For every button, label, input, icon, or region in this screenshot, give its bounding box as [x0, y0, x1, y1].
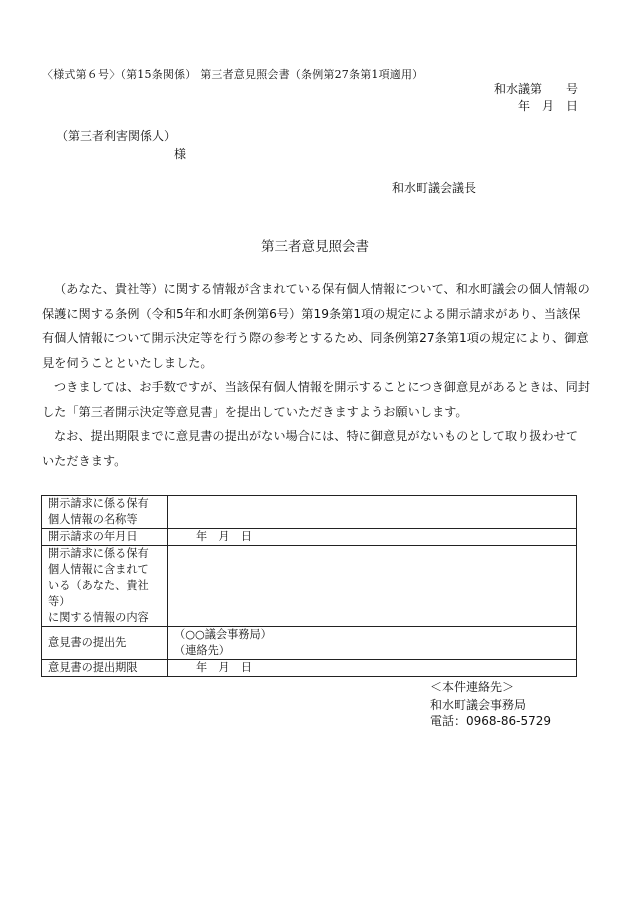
document-number: 和水議第 号 — [493, 82, 578, 96]
document-title: 第三者意見照会書 — [261, 239, 369, 255]
row-value: 年 月 日 — [168, 529, 577, 546]
row-label: 開示請求の年月日 — [42, 529, 168, 546]
row-value: 年 月 日 — [168, 660, 577, 677]
contact-heading: ＜本件連絡先＞ — [430, 680, 515, 694]
body-paragraph-2: つきましては、お手数ですが、当該保有個人情報を開示することにつき御意見があるときは、同封した「第三者開示決定等意見書」を提出していただきますようお願いします。 — [42, 380, 591, 419]
row-label: 開示請求に係る保有 個人情報の名称等 — [42, 496, 168, 529]
addressee-honorific: 様 — [174, 147, 187, 161]
table-row — [42, 546, 577, 627]
info-table — [41, 495, 577, 677]
table-row — [42, 627, 577, 660]
sender-name: 和水町議会議長 — [392, 181, 477, 195]
contact-office: 和水町議会事務局 — [430, 698, 527, 712]
table-row — [42, 529, 577, 546]
body-paragraph-3: なお、提出期限までに意見書の提出がない場合には、特に御意見がないものとして取り扱わせていただきます。 — [42, 429, 579, 468]
addressee-label: （第三者利害関係人） — [56, 129, 177, 143]
body-paragraph-1: （あなた、貴社等）に関する情報が含まれている保有個人情報について、和水町議会の個人情報の保護に関する条例（令和5年和水町条例第6号）第19条第1項の規定による開示請求があり、当該保有個人情報について開示決定等を行う際の参考とするため、同条例第27条第1項の規定により、御意見を伺うことといたしました。 — [42, 282, 590, 370]
row-label: 意見書の提出先 — [42, 627, 168, 660]
table-row — [42, 496, 577, 529]
row-label: 開示請求に係る保有 個人情報に含まれて いる（あなた、貴社等） に関する情報の内容 — [42, 546, 168, 627]
row-label: 意見書の提出期限 — [42, 660, 168, 677]
table-row — [42, 660, 577, 677]
contact-phone: 電話：0968-86-5729 — [430, 714, 552, 728]
form-label: 〈様式第６号〉（第15条関係） 第三者意見照会書（条例第27条第1項適用） — [42, 68, 424, 81]
document-date: 年 月 日 — [517, 99, 578, 113]
row-value — [168, 546, 577, 627]
row-value: （○○議会事務局） （連絡先） — [168, 627, 577, 660]
row-value — [168, 496, 577, 529]
